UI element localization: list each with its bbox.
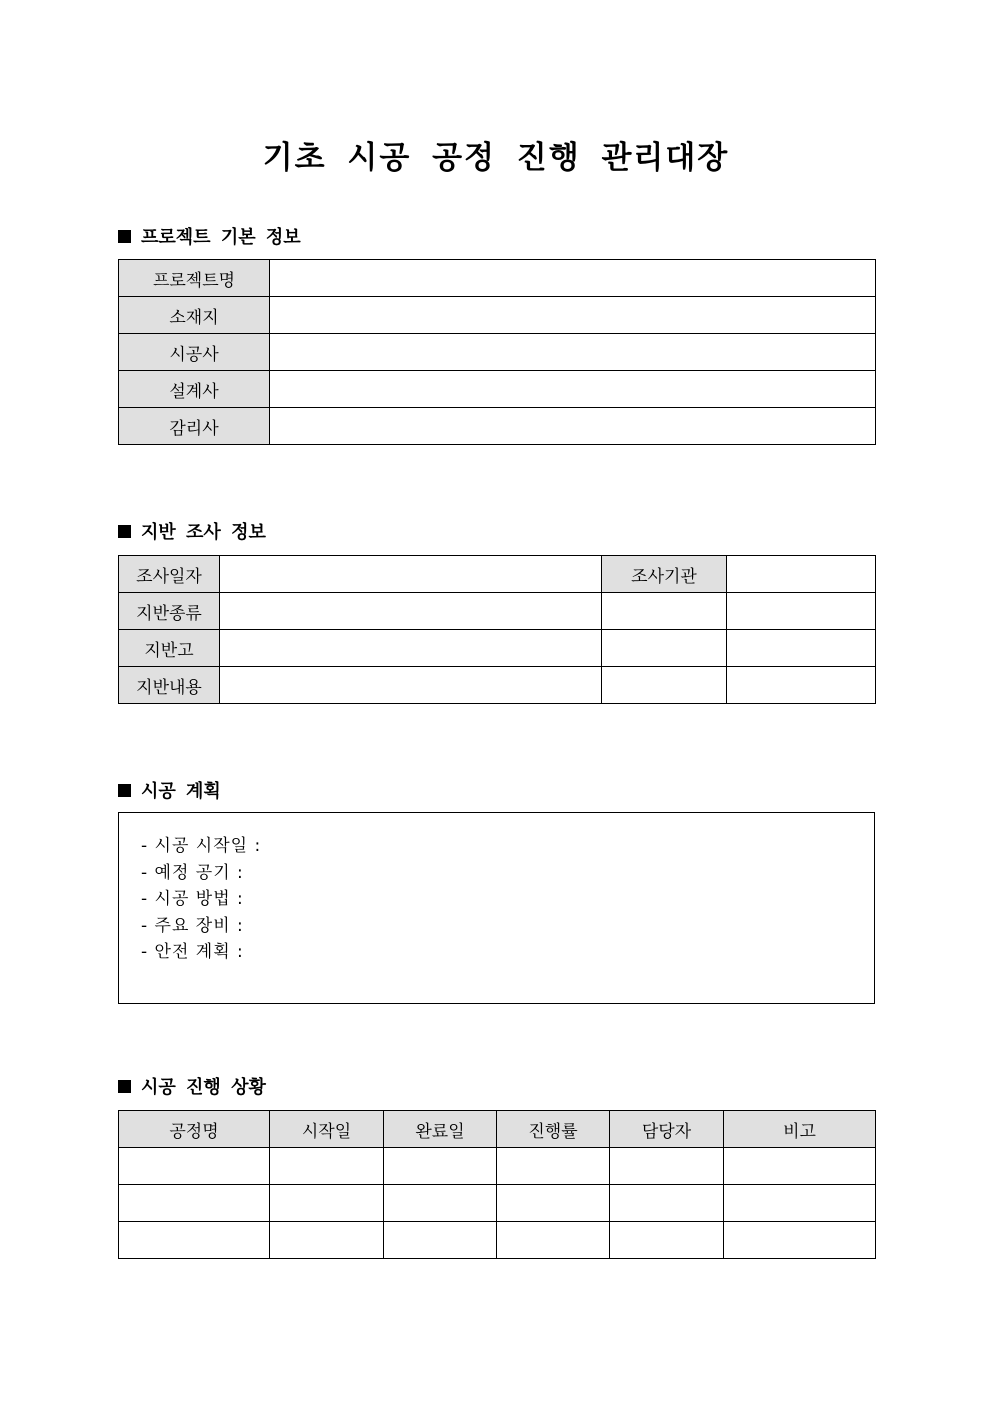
section-heading-ground-survey bbox=[118, 518, 266, 544]
contractor-field[interactable] bbox=[270, 334, 876, 371]
table-cell[interactable] bbox=[497, 1222, 610, 1259]
survey-date-field[interactable] bbox=[220, 556, 602, 593]
ground-level-extra-cell[interactable] bbox=[602, 630, 727, 667]
square-bullet-icon bbox=[118, 230, 131, 243]
column-header-manager: 담당자 bbox=[610, 1111, 724, 1148]
project-name-field[interactable] bbox=[270, 260, 876, 297]
location-field[interactable] bbox=[270, 297, 876, 334]
table-row bbox=[119, 334, 876, 371]
section-heading-construction-plan bbox=[118, 777, 221, 803]
column-header-start-date: 시작일 bbox=[270, 1111, 384, 1148]
section-heading-progress bbox=[118, 1073, 266, 1099]
project-name-label: 프로젝트명 bbox=[119, 260, 270, 297]
table-cell[interactable] bbox=[610, 1222, 724, 1259]
ground-level-extra-field[interactable] bbox=[727, 630, 876, 667]
survey-date-label: 조사일자 bbox=[119, 556, 220, 593]
table-cell[interactable] bbox=[384, 1148, 497, 1185]
section-heading-text: 지반 조사 정보 bbox=[141, 522, 266, 543]
table-row bbox=[119, 556, 876, 593]
table-cell[interactable] bbox=[119, 1222, 270, 1259]
table-row bbox=[119, 1148, 876, 1185]
designer-label: 설계사 bbox=[119, 371, 270, 408]
supervisor-label: 감리사 bbox=[119, 408, 270, 445]
section-heading-text: 프로젝트 기본 정보 bbox=[141, 227, 301, 248]
table-row bbox=[119, 408, 876, 445]
ground-survey-table bbox=[118, 555, 876, 704]
section-heading-basic-info bbox=[118, 223, 301, 249]
plan-equipment: - 주요 장비 : bbox=[141, 915, 244, 936]
square-bullet-icon bbox=[118, 1080, 131, 1093]
column-header-remarks: 비고 bbox=[724, 1111, 876, 1148]
table-cell[interactable] bbox=[610, 1185, 724, 1222]
table-cell[interactable] bbox=[384, 1222, 497, 1259]
table-row bbox=[119, 593, 876, 630]
basic-info-table bbox=[118, 259, 876, 445]
table-cell[interactable] bbox=[119, 1148, 270, 1185]
table-cell[interactable] bbox=[610, 1148, 724, 1185]
table-cell[interactable] bbox=[119, 1185, 270, 1222]
plan-duration: - 예정 공기 : bbox=[141, 862, 244, 883]
table-row bbox=[119, 667, 876, 704]
survey-agency-field[interactable] bbox=[727, 556, 876, 593]
table-cell[interactable] bbox=[724, 1222, 876, 1259]
table-cell[interactable] bbox=[384, 1185, 497, 1222]
document-title: 기초 시공 공정 진행 관리대장 bbox=[262, 140, 730, 176]
plan-start-date: - 시공 시작일 : bbox=[141, 836, 262, 856]
table-cell[interactable] bbox=[724, 1185, 876, 1222]
square-bullet-icon bbox=[118, 525, 131, 538]
table-row bbox=[119, 1222, 876, 1259]
construction-plan-box[interactable] bbox=[118, 812, 875, 1004]
plan-method: - 시공 방법 : bbox=[141, 889, 244, 909]
ground-type-extra-cell[interactable] bbox=[602, 593, 727, 630]
table-row bbox=[119, 297, 876, 334]
ground-detail-field[interactable] bbox=[220, 667, 602, 704]
table-row bbox=[119, 371, 876, 408]
section-heading-text: 시공 진행 상황 bbox=[141, 1077, 266, 1098]
location-label: 소재지 bbox=[119, 297, 270, 334]
ground-type-label: 지반종류 bbox=[119, 593, 220, 630]
ground-level-field[interactable] bbox=[220, 630, 602, 667]
supervisor-field[interactable] bbox=[270, 408, 876, 445]
table-row bbox=[119, 260, 876, 297]
ground-type-extra-field[interactable] bbox=[727, 593, 876, 630]
ground-detail-extra-field[interactable] bbox=[727, 667, 876, 704]
table-cell[interactable] bbox=[270, 1222, 384, 1259]
plan-safety: - 안전 계획 : bbox=[141, 942, 244, 962]
designer-field[interactable] bbox=[270, 371, 876, 408]
square-bullet-icon bbox=[118, 784, 131, 797]
table-cell[interactable] bbox=[270, 1148, 384, 1185]
contractor-label: 시공사 bbox=[119, 334, 270, 371]
table-cell[interactable] bbox=[497, 1185, 610, 1222]
column-header-process: 공정명 bbox=[119, 1111, 270, 1148]
construction-plan-list bbox=[119, 813, 874, 966]
table-cell[interactable] bbox=[497, 1148, 610, 1185]
table-cell[interactable] bbox=[724, 1148, 876, 1185]
ground-detail-label: 지반내용 bbox=[119, 667, 220, 704]
progress-table bbox=[118, 1110, 876, 1259]
table-header-row bbox=[119, 1111, 876, 1148]
table-row bbox=[119, 630, 876, 667]
table-cell[interactable] bbox=[270, 1185, 384, 1222]
ground-type-field[interactable] bbox=[220, 593, 602, 630]
column-header-end-date: 완료일 bbox=[384, 1111, 497, 1148]
survey-agency-label: 조사기관 bbox=[602, 556, 727, 593]
table-row bbox=[119, 1185, 876, 1222]
column-header-progress-rate: 진행률 bbox=[497, 1111, 610, 1148]
section-heading-text: 시공 계획 bbox=[141, 781, 221, 802]
ground-detail-extra-cell[interactable] bbox=[602, 667, 727, 704]
ground-level-label: 지반고 bbox=[119, 630, 220, 667]
